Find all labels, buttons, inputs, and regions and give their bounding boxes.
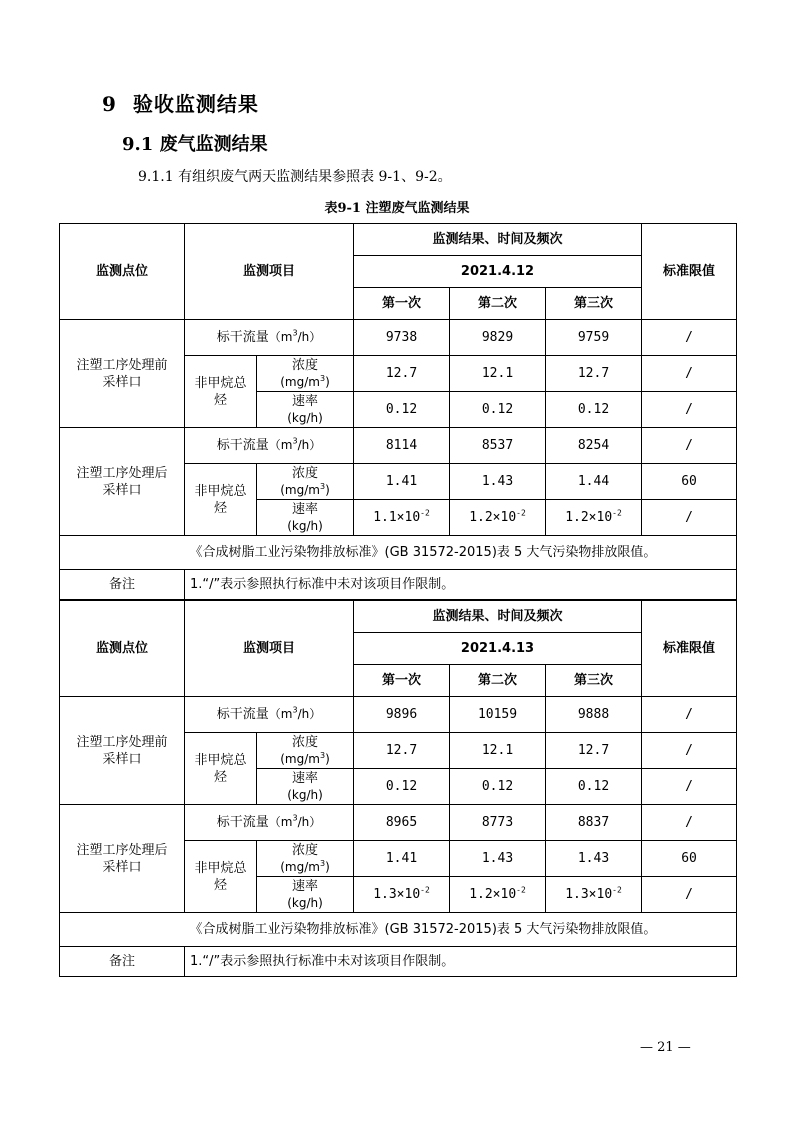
rate-value: 0.12: [354, 392, 450, 428]
flow-value: 9738: [354, 320, 450, 356]
monitoring-table-day-1: [59, 223, 737, 600]
concentration-label: 浓度 $(mg/m^3)$: [257, 841, 354, 877]
flow-value: 10159: [450, 697, 546, 733]
header-run-2: 第二次: [450, 288, 546, 320]
flow-value: 8537: [450, 428, 546, 464]
flow-value: 8773: [450, 805, 546, 841]
flow-value: 8837: [546, 805, 642, 841]
flow-limit: /: [642, 697, 737, 733]
concentration-limit: /: [642, 356, 737, 392]
header-run-1: 第一次: [354, 288, 450, 320]
flow-limit: /: [642, 805, 737, 841]
flow-limit: /: [642, 320, 737, 356]
concentration-limit: 60: [642, 464, 737, 500]
rate-value: $1.3\times 10^{-2}$: [354, 877, 450, 913]
monitoring-table-day-2: [59, 600, 737, 977]
subsection-heading: 9.1 废气监测结果: [122, 134, 268, 155]
flow-label: 标干流量$(m^3/h)$: [185, 428, 354, 464]
flow-value: 9896: [354, 697, 450, 733]
remark-label: 备注: [60, 570, 185, 600]
concentration-value: 12.1: [450, 356, 546, 392]
rate-value: $1.3\times 10^{-2}$: [546, 877, 642, 913]
concentration-limit: /: [642, 733, 737, 769]
remark-text: 1.“/”表示参照执行标准中未对该项目作限制。: [185, 947, 737, 977]
header-limit: 标准限值: [642, 224, 737, 320]
pollutant-name: 非甲烷总 烃: [185, 733, 257, 805]
rate-limit: /: [642, 769, 737, 805]
rate-label: 速率 (kg/h): [257, 877, 354, 913]
flow-value: 9888: [546, 697, 642, 733]
flow-label: 标干流量$(m^3/h)$: [185, 320, 354, 356]
rate-value: 0.12: [546, 392, 642, 428]
pollutant-name: 非甲烷总 烃: [185, 356, 257, 428]
rate-label: 速率 (kg/h): [257, 769, 354, 805]
rate-limit: /: [642, 392, 737, 428]
concentration-value: 12.7: [546, 356, 642, 392]
concentration-value: 1.44: [546, 464, 642, 500]
header-point: 监测点位: [60, 601, 185, 697]
rate-value: $1.2\times 10^{-2}$: [546, 500, 642, 536]
remark-label: 备注: [60, 947, 185, 977]
header-result-group: 监测结果、时间及频次: [354, 601, 642, 633]
concentration-value: 12.1: [450, 733, 546, 769]
concentration-label: 浓度 $(mg/m^3)$: [257, 356, 354, 392]
header-limit: 标准限值: [642, 601, 737, 697]
rate-label: 速率 (kg/h): [257, 392, 354, 428]
flow-label: 标干流量$(m^3/h)$: [185, 697, 354, 733]
rate-value: $1.1\times 10^{-2}$: [354, 500, 450, 536]
header-result-group: 监测结果、时间及频次: [354, 224, 642, 256]
rate-value: $1.2\times 10^{-2}$: [450, 877, 546, 913]
concentration-value: 1.41: [354, 464, 450, 500]
rate-value: $1.2\times 10^{-2}$: [450, 500, 546, 536]
concentration-value: 12.7: [546, 733, 642, 769]
rate-value: 0.12: [354, 769, 450, 805]
flow-value: 8965: [354, 805, 450, 841]
rate-value: 0.12: [546, 769, 642, 805]
standard-spacer: [60, 536, 185, 570]
concentration-value: 12.7: [354, 356, 450, 392]
concentration-value: 1.43: [546, 841, 642, 877]
rate-value: 0.12: [450, 769, 546, 805]
flow-limit: /: [642, 428, 737, 464]
sampling-point-name: 注塑工序处理后 采样口: [60, 805, 185, 913]
flow-label: 标干流量$(m^3/h)$: [185, 805, 354, 841]
sampling-point-name: 注塑工序处理前 采样口: [60, 697, 185, 805]
header-date: 2021.4.12: [354, 256, 642, 288]
header-item: 监测项目: [185, 601, 354, 697]
header-run-3: 第三次: [546, 665, 642, 697]
rate-limit: /: [642, 877, 737, 913]
standard-reference: 《合成树脂工业污染物排放标准》(GB 31572-2015)表 5 大气污染物排放限值。: [185, 536, 737, 570]
flow-value: 8254: [546, 428, 642, 464]
sampling-point-name: 注塑工序处理前 采样口: [60, 320, 185, 428]
flow-value: 9759: [546, 320, 642, 356]
concentration-value: 1.43: [450, 841, 546, 877]
intro-paragraph: 9.1.1 有组织废气两天监测结果参照表 9-1、9-2。: [138, 169, 452, 185]
rate-label: 速率 (kg/h): [257, 500, 354, 536]
rate-limit: /: [642, 500, 737, 536]
pollutant-name: 非甲烷总 烃: [185, 464, 257, 536]
page-number: — 21 —: [640, 1040, 691, 1055]
standard-spacer: [60, 913, 185, 947]
concentration-limit: 60: [642, 841, 737, 877]
header-run-1: 第一次: [354, 665, 450, 697]
flow-value: 9829: [450, 320, 546, 356]
header-run-3: 第三次: [546, 288, 642, 320]
concentration-value: 1.41: [354, 841, 450, 877]
sampling-point-name: 注塑工序处理后 采样口: [60, 428, 185, 536]
concentration-value: 1.43: [450, 464, 546, 500]
pollutant-name: 非甲烷总 烃: [185, 841, 257, 913]
concentration-label: 浓度 $(mg/m^3)$: [257, 733, 354, 769]
table-caption: 表9-1 注塑废气监测结果: [324, 201, 470, 216]
flow-value: 8114: [354, 428, 450, 464]
header-date: 2021.4.13: [354, 633, 642, 665]
concentration-label: 浓度 $(mg/m^3)$: [257, 464, 354, 500]
standard-reference: 《合成树脂工业污染物排放标准》(GB 31572-2015)表 5 大气污染物排放限值。: [185, 913, 737, 947]
remark-text: 1.“/”表示参照执行标准中未对该项目作限制。: [185, 570, 737, 600]
header-point: 监测点位: [60, 224, 185, 320]
concentration-value: 12.7: [354, 733, 450, 769]
rate-value: 0.12: [450, 392, 546, 428]
header-item: 监测项目: [185, 224, 354, 320]
section-heading: 9 验收监测结果: [102, 92, 259, 116]
header-run-2: 第二次: [450, 665, 546, 697]
